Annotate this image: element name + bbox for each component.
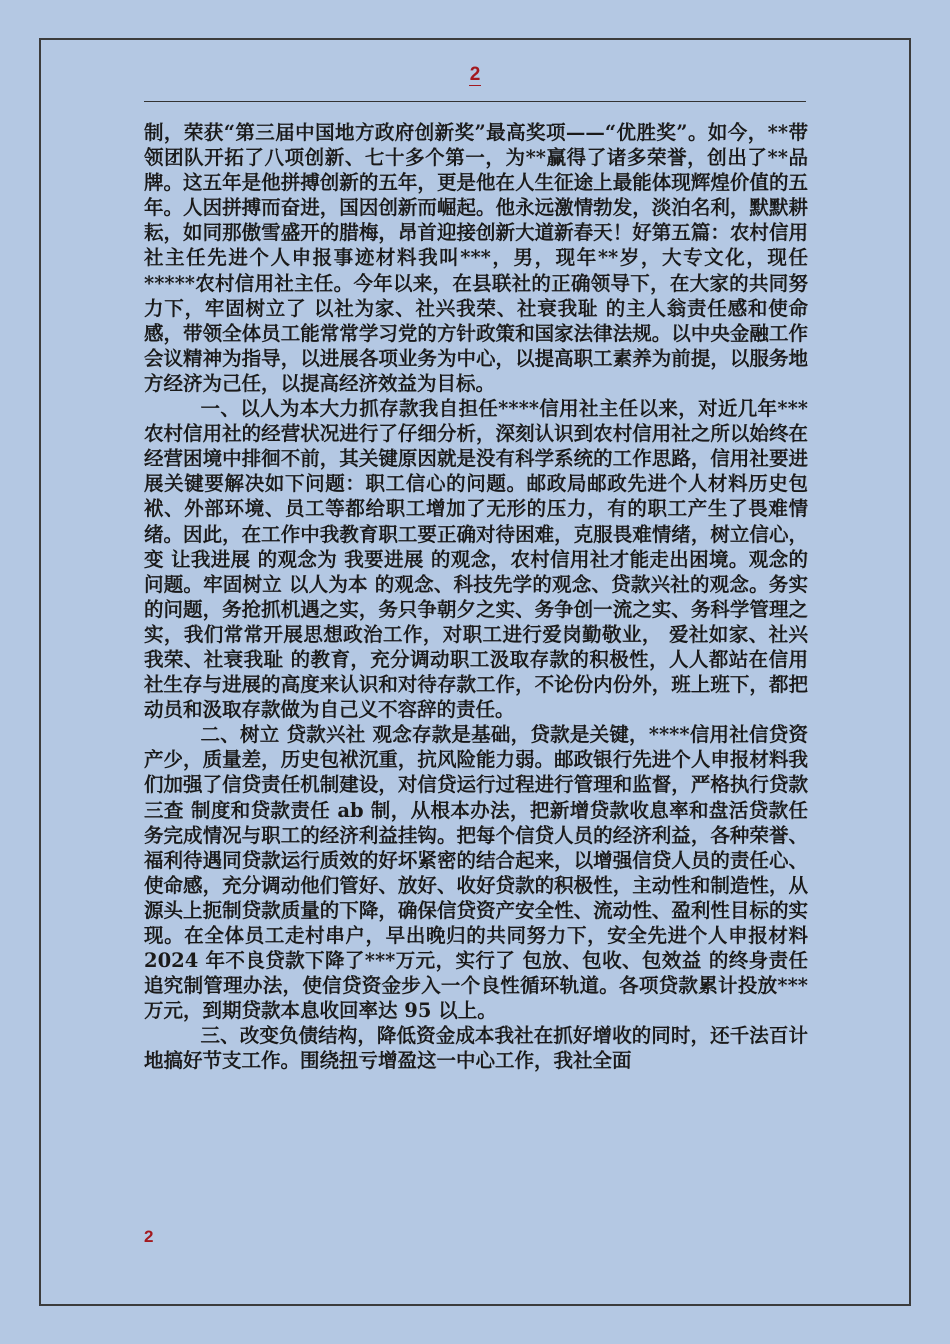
paragraph-3: 二、树立 贷款兴社 观念存款是基础，贷款是关键，****信用社信贷资产少，质量差，历史包袱沉重，抗风险能力弱。邮政银行先进个人申报材料我们加强了信贷责任机制建设，对信贷运行过程进行管理和监督，严格执行贷款 三查 制度和贷款责任 ab 制，从根本办法，把新增贷款收息率和盘活贷款任务完成情况与职工的经济利益挂钩。把每个信贷人员的经济利益，各种荣誉、福利待遇同贷款运行质效的好坏紧密的结合起来，以增强信贷人员的责任心、使命感，充分调动他们管好、放好、收好贷款的积极性，主动性和制造性，从源头上扼制贷款质量的下降，确保信贷资产安全性、流动性、盈利性目标的实现。在全体员工走村串户，早出晚归的共同努力下，安全先进个人申报材料 2024 年不良贷款下降了***万元，实行了 包放、包收、包效益 的终身责任追究制管理办法，使信贷资金步入一个良性循环轨道。各项贷款累计投放***万元，到期贷款本息收回率达 95 以上。 [144,723,808,1023]
paragraph-4: 三、改变负债结构，降低资金成本我社在抓好增收的同时，还千法百计地搞好节支工作。围绕扭亏增盈这一中心工作，我社全面 [144,1024,808,1073]
paragraph-1: 制，荣获“第三届中国地方政府创新奖”最高奖项——“优胜奖”。如今，**带领团队开拓了八项创新、七十多个第一，为**赢得了诸多荣誉，创出了**品牌。这五年是他拼搏创新的五年，更是他在人生征途上最能体现辉煌价值的五年。人因拼搏而奋进，国因创新而崛起。他永远激情勃发，淡泊名利，默默耕耘，如同那傲雪盛开的腊梅，昂首迎接创新大道新春天！好第五篇：农村信用社主任先进个人申报事迹材料我叫***，男，现年**岁，大专文化，现任*****农村信用社主任。今年以来，在县联社的正确领导下，在大家的共同努力下，牢固树立了 以社为家、社兴我荣、社衰我耻 的主人翁责任感和使命感，带领全体员工能常常学习党的方针政策和国家法律法规。以中央金融工作会议精神为指导，以进展各项业务为中心，以提高职工素养为前提，以服务地方经济为己任，以提高经济效益为目标。 [144,121,808,395]
header-page-number-text: 2 [469,64,481,85]
paragraph-2: 一、以人为本大力抓存款我自担任****信用社主任以来，对近几年***农村信用社的经营状况进行了仔细分析，深刻认识到农村信用社之所以始终在经营困境中排徊不前，其关键原因就是没有科学系统的工作思路，信用社要进展关键要解决如下问题：职工信心的问题。邮政局邮政先进个人材料历史包袱、外部环境、员工等都给职工增加了无形的压力，有的职工产生了畏难情绪。因此，在工作中我教育职工要正确对待困难，克服畏难情绪，树立信心，变 让我进展 的观念为 我要进展 的观念，农村信用社才能走出困境。观念的问题。牢固树立 以人为本 的观念、科技先学的观念、贷款兴社的观念。务实的问题，务抢抓机遇之实，务只争朝夕之实、务争创一流之实、务科学管理之实，我们常常开展思想政治工作，对职工进行爱岗勤敬业， 爱社如家、社兴我荣、社衰我耻 的教育，充分调动职工汲取存款的积极性，人人都站在信用社生存与进展的高度来认识和对待存款工作，不论份内份外，班上班下，都把动员和汲取存款做为自己义不容辞的责任。 [144,397,808,722]
footer-page-number: 2 [144,1227,154,1246]
header-page-number [0,64,950,86]
body-text [144,120,808,1074]
header-divider [144,101,806,102]
